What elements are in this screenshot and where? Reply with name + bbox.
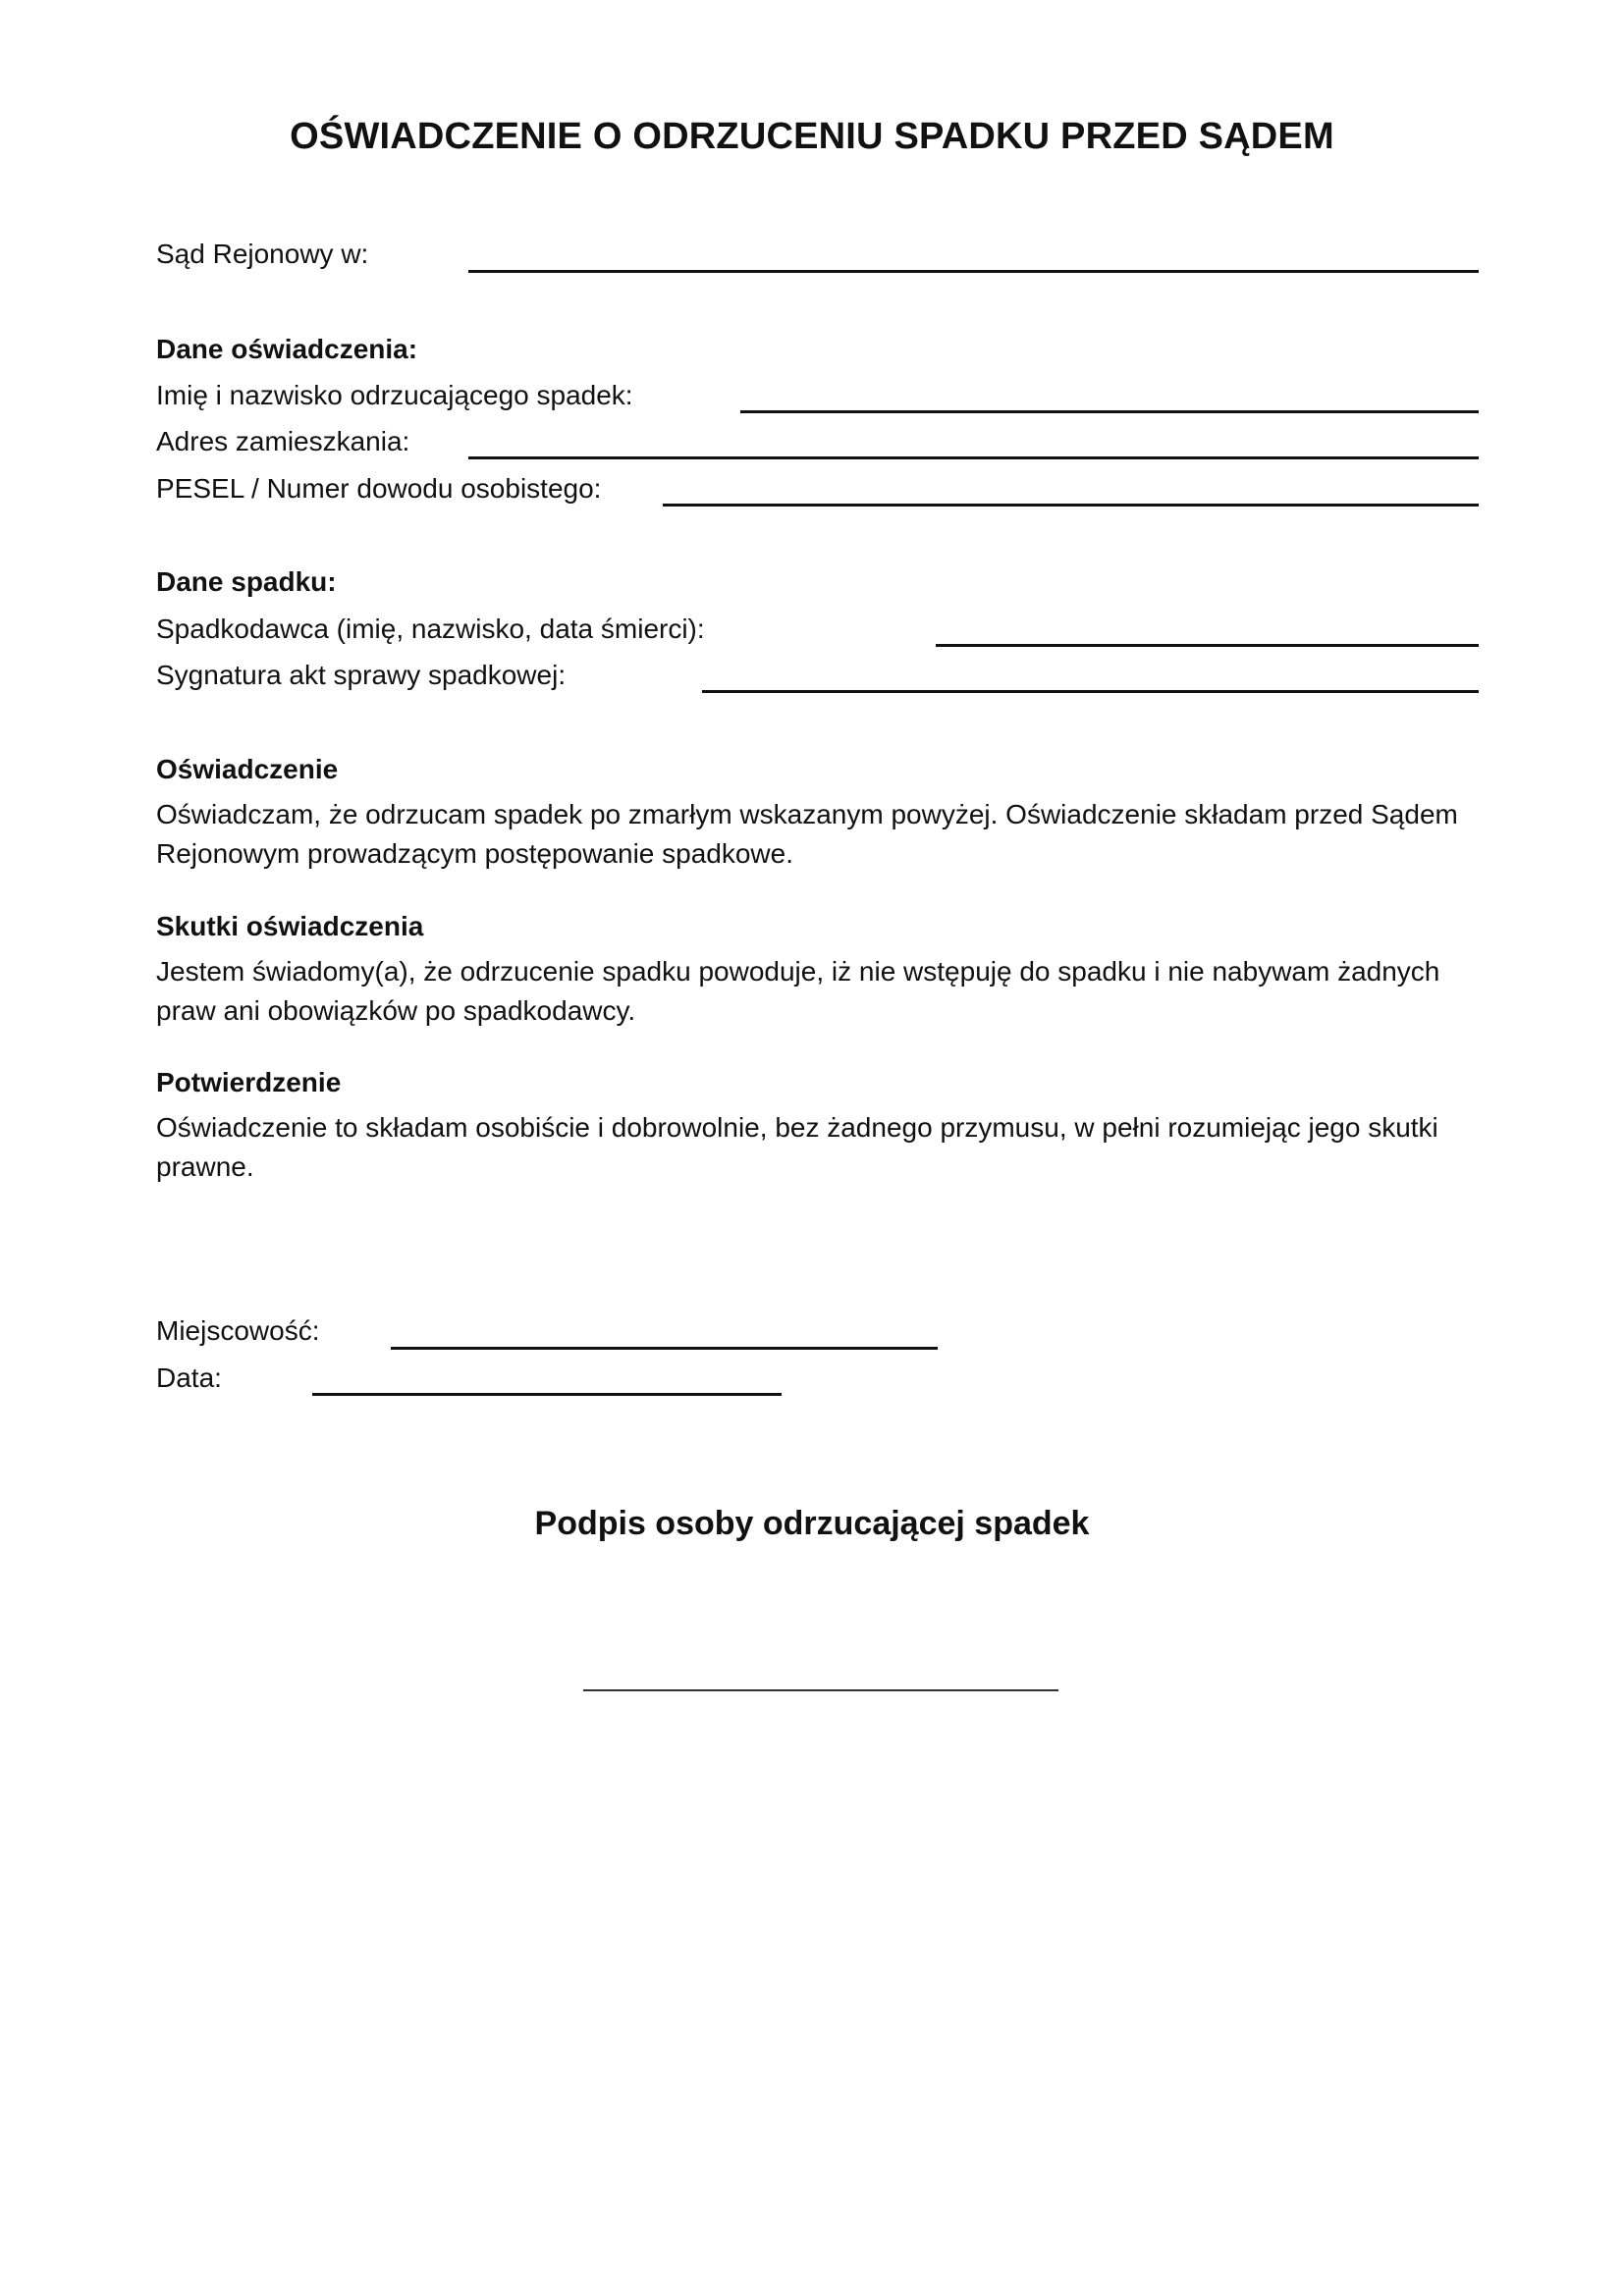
date-label: Data: <box>156 1362 222 1393</box>
id-label: PESEL / Numer dowodu osobistego: <box>156 473 602 504</box>
id-field[interactable] <box>663 504 1479 507</box>
name-label: Imię i nazwisko odrzucającego spadek: <box>156 380 633 410</box>
case-number-field[interactable] <box>702 690 1479 693</box>
confirmation-text: Oświadczenie to składam osobiście i dobrowolnie, bez żadnego przymusu, w pełni rozumiejąc jego skutki prawne. <box>156 1112 1438 1182</box>
document-title: OŚWIADCZENIE O ODRZUCENIU SPADKU PRZED SĄDEM <box>290 116 1334 157</box>
decedent-label: Spadkodawca (imię, nazwisko, data śmierci): <box>156 614 705 644</box>
signature-title: Podpis osoby odrzucającej spadek <box>534 1505 1090 1542</box>
place-field[interactable] <box>391 1347 938 1350</box>
case-number-label: Sygnatura akt sprawy spadkowej: <box>156 660 567 690</box>
effects-heading: Skutki oświadczenia <box>156 911 424 941</box>
declarant-heading: Dane oświadczenia: <box>156 334 418 364</box>
date-field[interactable] <box>312 1393 782 1396</box>
effects-text: Jestem świadomy(a), że odrzucenie spadku powoduje, iż nie wstępuję do spadku i nie nabywam żadnych praw ani obowiązków po spadkodawcy. <box>156 956 1440 1026</box>
address-label: Adres zamieszkania: <box>156 426 410 456</box>
declaration-text: Oświadczam, że odrzucam spadek po zmarłym wskazanym powyżej. Oświadczenie składam przed Sądem Rejonowym prowadzącym postępowanie spadkowe. <box>156 799 1458 869</box>
place-label: Miejscowość: <box>156 1315 320 1346</box>
court-field[interactable] <box>468 270 1479 273</box>
address-field[interactable] <box>468 456 1479 459</box>
declaration-heading: Oświadczenie <box>156 754 339 784</box>
estate-heading: Dane spadku: <box>156 566 337 597</box>
decedent-field[interactable] <box>936 644 1479 647</box>
court-label: Sąd Rejonowy w: <box>156 239 369 269</box>
signature-line[interactable] <box>583 1689 1058 1691</box>
confirmation-heading: Potwierdzenie <box>156 1067 342 1097</box>
name-field[interactable] <box>740 410 1479 413</box>
